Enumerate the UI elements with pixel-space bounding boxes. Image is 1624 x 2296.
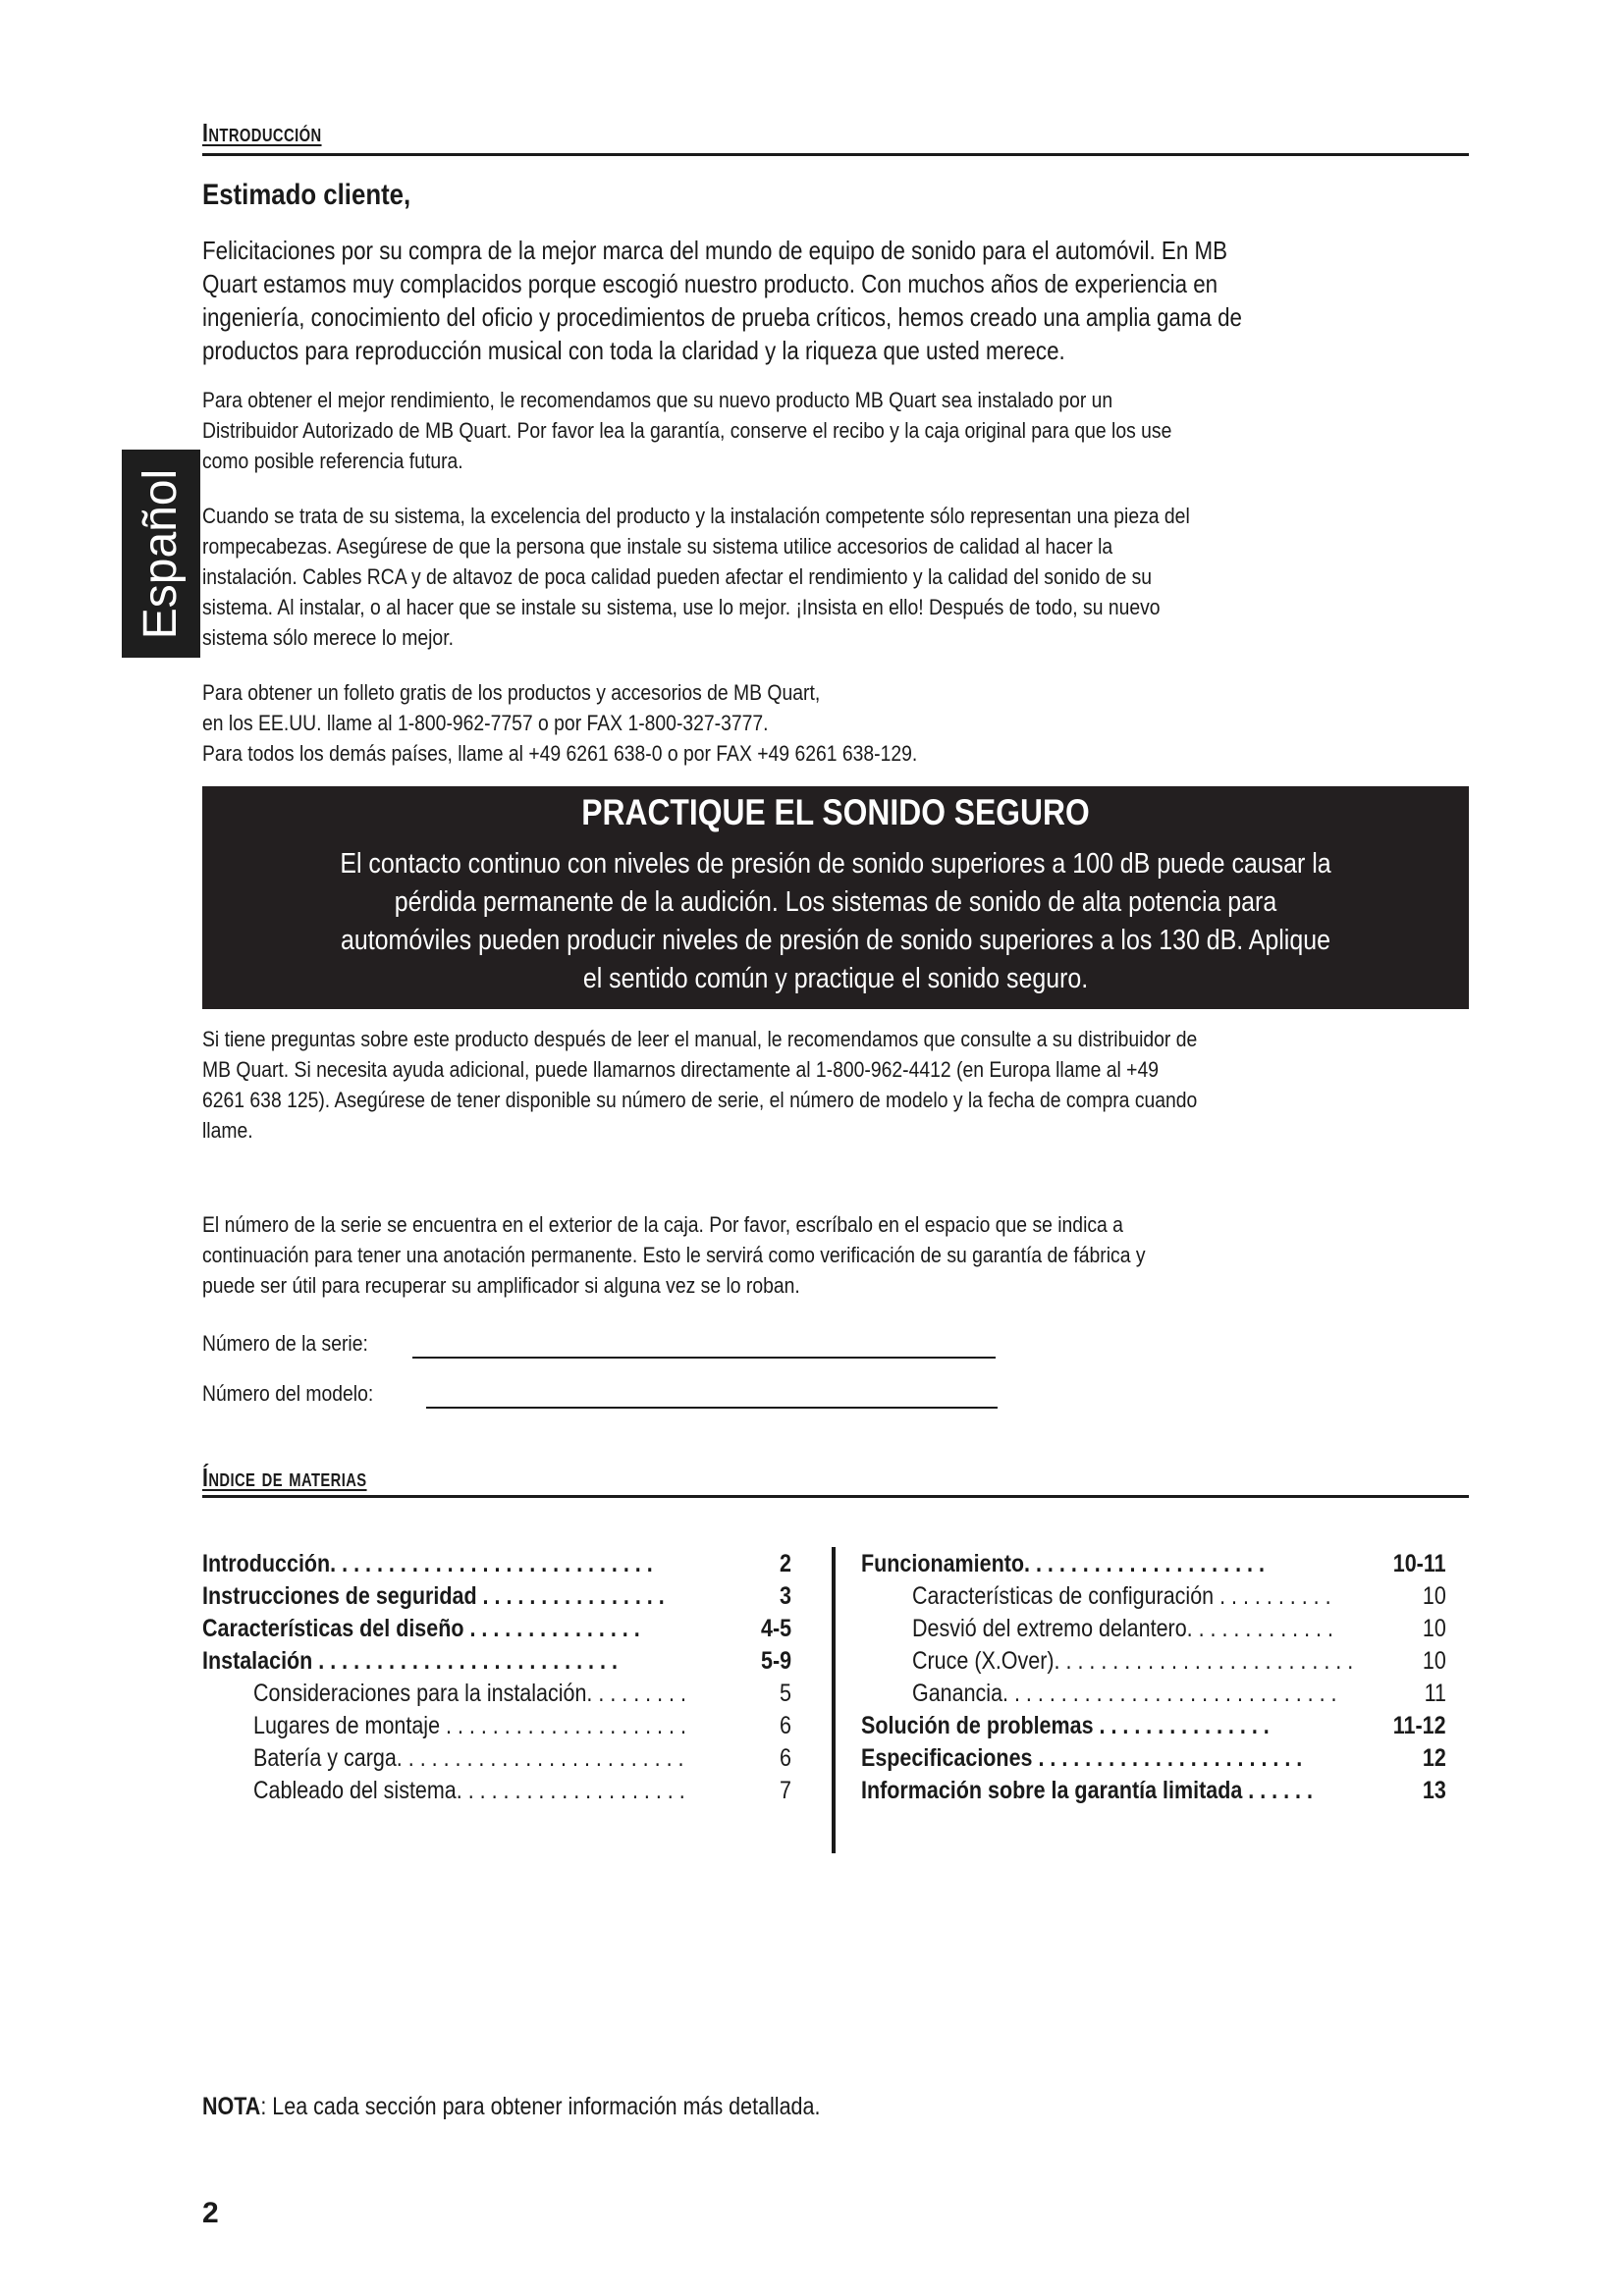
toc-entry[interactable]: [861, 1775, 1446, 1807]
toc-entry-page: 10-11: [1393, 1550, 1446, 1577]
intro-p3-line: instalación. Cables RCA y de altavoz de poca calidad pueden afectar el rendimiento y la calidad del sonido de su: [202, 564, 1153, 589]
toc-entry[interactable]: [202, 1580, 791, 1613]
toc-entry-title: Instalación . . . . . . . . . . . . . . . . . . . . . . . . . .: [202, 1647, 618, 1675]
toc-entry-title: Cruce (X.Over). . . . . . . . . . . . . . . . . . . . . . . . . .: [912, 1647, 1354, 1675]
greeting: Estimado cliente,: [202, 179, 411, 211]
model-number-field[interactable]: [426, 1407, 998, 1409]
toc-entry-title: Funcionamiento. . . . . . . . . . . . . . . . . . . . .: [861, 1550, 1265, 1577]
intro-p3-line: rompecabezas. Asegúrese de que la persona que instale su sistema utilice accesorios de calidad al hacer la: [202, 534, 1113, 559]
toc-entry-title: Lugares de montaje . . . . . . . . . . . . . . . . . . . . .: [253, 1712, 686, 1739]
intro-heading-rule: [202, 153, 1469, 156]
support-paragraph-1: [202, 1024, 1300, 1146]
support-paragraph-2: [202, 1209, 1300, 1301]
note-label: NOTA: [202, 2093, 261, 2120]
toc-column-divider: [832, 1547, 836, 1853]
intro-p3-line: sistema. Al instalar, o al hacer que se instale su sistema, use lo mejor. ¡Insista en ello! Después de todo, su nuevo: [202, 595, 1161, 619]
toc-entry[interactable]: [202, 1548, 791, 1580]
support-p2-line: puede ser útil para recuperar su amplificador si alguna vez se lo roban.: [202, 1273, 800, 1298]
toc-entry-title: Batería y carga. . . . . . . . . . . . . . . . . . . . . . . . .: [253, 1744, 684, 1772]
toc-subentry[interactable]: [202, 1678, 791, 1710]
toc-entry-title: Solución de problemas . . . . . . . . . . . . . . .: [861, 1712, 1270, 1739]
safety-title: PRACTIQUE EL SONIDO SEGURO: [581, 792, 1090, 832]
toc-subentry[interactable]: [861, 1678, 1446, 1710]
toc-entry-page: 13: [1423, 1777, 1446, 1804]
page-number: 2: [202, 2197, 219, 2229]
toc-entry[interactable]: [861, 1710, 1446, 1742]
safety-line: El contacto continuo con niveles de presión de sonido superiores a 100 dB puede causar la: [340, 848, 1331, 880]
safety-line: el sentido común y practique el sonido seguro.: [582, 963, 1089, 994]
toc-entry-page: 12: [1423, 1744, 1446, 1772]
support-p2-line: continuación para tener una anotación permanente. Esto le servirá como verificación de su garantía de fábrica y: [202, 1243, 1146, 1267]
language-tab-label-wrap: [122, 450, 200, 658]
toc-entry-title: Características de configuración . . . . . . . . . .: [912, 1582, 1331, 1610]
toc-entry-page: 6: [780, 1744, 791, 1772]
serial-number-field[interactable]: [412, 1357, 996, 1359]
toc-entry-page: 10: [1423, 1582, 1446, 1610]
model-number-label: Número del modelo:: [202, 1381, 374, 1406]
toc-entry-page: 3: [780, 1582, 791, 1610]
intro-p4-line: en los EE.UU. llame al 1-800-962-7757 o por FAX 1-800-327-3777.: [202, 711, 769, 735]
toc-entry-page: 11: [1424, 1680, 1446, 1707]
intro-p2-line: como posible referencia futura.: [202, 449, 463, 473]
toc-subentry[interactable]: [202, 1742, 791, 1775]
safety-line: pérdida permanente de la audición. Los sistemas de sonido de alta potencia para: [394, 886, 1277, 918]
toc-subentry[interactable]: [861, 1580, 1446, 1613]
toc-entry-title: Cableado del sistema. . . . . . . . . . . . . . . . . . . .: [253, 1777, 685, 1804]
toc-entry[interactable]: [861, 1742, 1446, 1775]
toc-entry-title: Información sobre la garantía limitada . . . . . .: [861, 1777, 1313, 1804]
toc-entry-title: Introducción. . . . . . . . . . . . . . . . . . . . . . . . . . . .: [202, 1550, 653, 1577]
safety-banner: [202, 786, 1469, 1009]
language-tab-label: Español: [135, 468, 188, 639]
safety-line: automóviles pueden producir niveles de presión de sonido superiores a los 130 dB. Aplique: [341, 925, 1330, 956]
toc-entry-page: 6: [780, 1712, 791, 1739]
intro-paragraph-3: [202, 501, 1300, 653]
support-p1-line: MB Quart. Si necesita ayuda adicional, puede llamarnos directamente al 1-800-962-4412 (en Europa llame al +49: [202, 1057, 1160, 1082]
toc-entry-page: 10: [1423, 1615, 1446, 1642]
note: [202, 2093, 820, 2121]
toc-subentry[interactable]: [202, 1775, 791, 1807]
intro-paragraph-1: [202, 234, 1300, 367]
intro-p1-line: productos para reproducción musical con toda la claridad y la riqueza que usted merece.: [202, 336, 1065, 365]
serial-number-label: Número de la serie:: [202, 1331, 368, 1356]
toc-heading-rule: [202, 1495, 1469, 1498]
toc-entry-title: Desvió del extremo delantero. . . . . . . . . . . . .: [912, 1615, 1333, 1642]
toc-entry-page: 7: [780, 1777, 791, 1804]
toc-subentry[interactable]: [202, 1710, 791, 1742]
toc-entry-title: Características del diseño . . . . . . . . . . . . . . .: [202, 1615, 640, 1642]
toc-entry-page: 2: [780, 1550, 791, 1577]
intro-p3-line: Cuando se trata de su sistema, la excelencia del producto y la instalación competente sólo representan una pieza del: [202, 504, 1190, 528]
support-p1-line: 6261 638 125). Asegúrese de tener disponible su número de serie, el número de modelo y la fecha de compra cuando: [202, 1088, 1198, 1112]
toc-entry-title: Ganancia. . . . . . . . . . . . . . . . . . . . . . . . . . . . .: [912, 1680, 1337, 1707]
safety-body: [291, 845, 1380, 998]
intro-p3-line: sistema sólo merece lo mejor.: [202, 625, 454, 650]
toc-entry[interactable]: [202, 1613, 791, 1645]
note-text: : Lea cada sección para obtener información más detallada.: [260, 2093, 821, 2120]
toc-subentry[interactable]: [861, 1645, 1446, 1678]
toc-entry-page: 5: [780, 1680, 791, 1707]
toc-entry-page: 10: [1423, 1647, 1446, 1675]
toc-entry-title: Especificaciones . . . . . . . . . . . . . . . . . . . . . . .: [861, 1744, 1303, 1772]
intro-heading: Introducción: [202, 118, 322, 147]
toc-entry-title: Consideraciones para la instalación. . . . . . . . .: [253, 1680, 686, 1707]
intro-p1-line: ingeniería, conocimiento del oficio y procedimientos de prueba críticos, hemos creado una amplia gama de: [202, 302, 1242, 332]
toc-heading: Índice de materias: [202, 1463, 367, 1492]
intro-p2-line: Distribuidor Autorizado de MB Quart. Por favor lea la garantía, conserve el recibo y la caja original para que los use: [202, 418, 1172, 443]
intro-p2-line: Para obtener el mejor rendimiento, le recomendamos que su nuevo producto MB Quart sea instalado por un: [202, 388, 1113, 412]
toc-entry[interactable]: [861, 1548, 1446, 1580]
intro-paragraph-2: [202, 385, 1300, 476]
support-p1-line: Si tiene preguntas sobre este producto después de leer el manual, le recomendamos que consulte a su distribuidor de: [202, 1027, 1198, 1051]
toc-left-column: [202, 1548, 791, 1807]
toc-entry-page: 4-5: [760, 1615, 791, 1642]
toc-entry[interactable]: [202, 1645, 791, 1678]
intro-p4-line: Para obtener un folleto gratis de los productos y accesorios de MB Quart,: [202, 680, 821, 705]
support-p2-line: El número de la serie se encuentra en el exterior de la caja. Por favor, escríbalo en el espacio que se indica a: [202, 1212, 1123, 1237]
intro-p1-line: Quart estamos muy complacidos porque escogió nuestro producto. Con muchos años de experiencia en: [202, 269, 1218, 298]
toc-right-column: [861, 1548, 1446, 1807]
intro-p4-line: Para todos los demás países, llame al +49 6261 638-0 o por FAX +49 6261 638-129.: [202, 741, 918, 766]
intro-p1-line: Felicitaciones por su compra de la mejor marca del mundo de equipo de sonido para el automóvil. En MB: [202, 236, 1228, 265]
toc-entry-page: 11-12: [1393, 1712, 1446, 1739]
intro-paragraph-4: [202, 677, 1300, 769]
toc-entry-title: Instrucciones de seguridad . . . . . . . . . . . . . . . .: [202, 1582, 665, 1610]
toc-entry-page: 5-9: [760, 1647, 791, 1675]
toc-subentry[interactable]: [861, 1613, 1446, 1645]
support-p1-line: llame.: [202, 1118, 253, 1143]
